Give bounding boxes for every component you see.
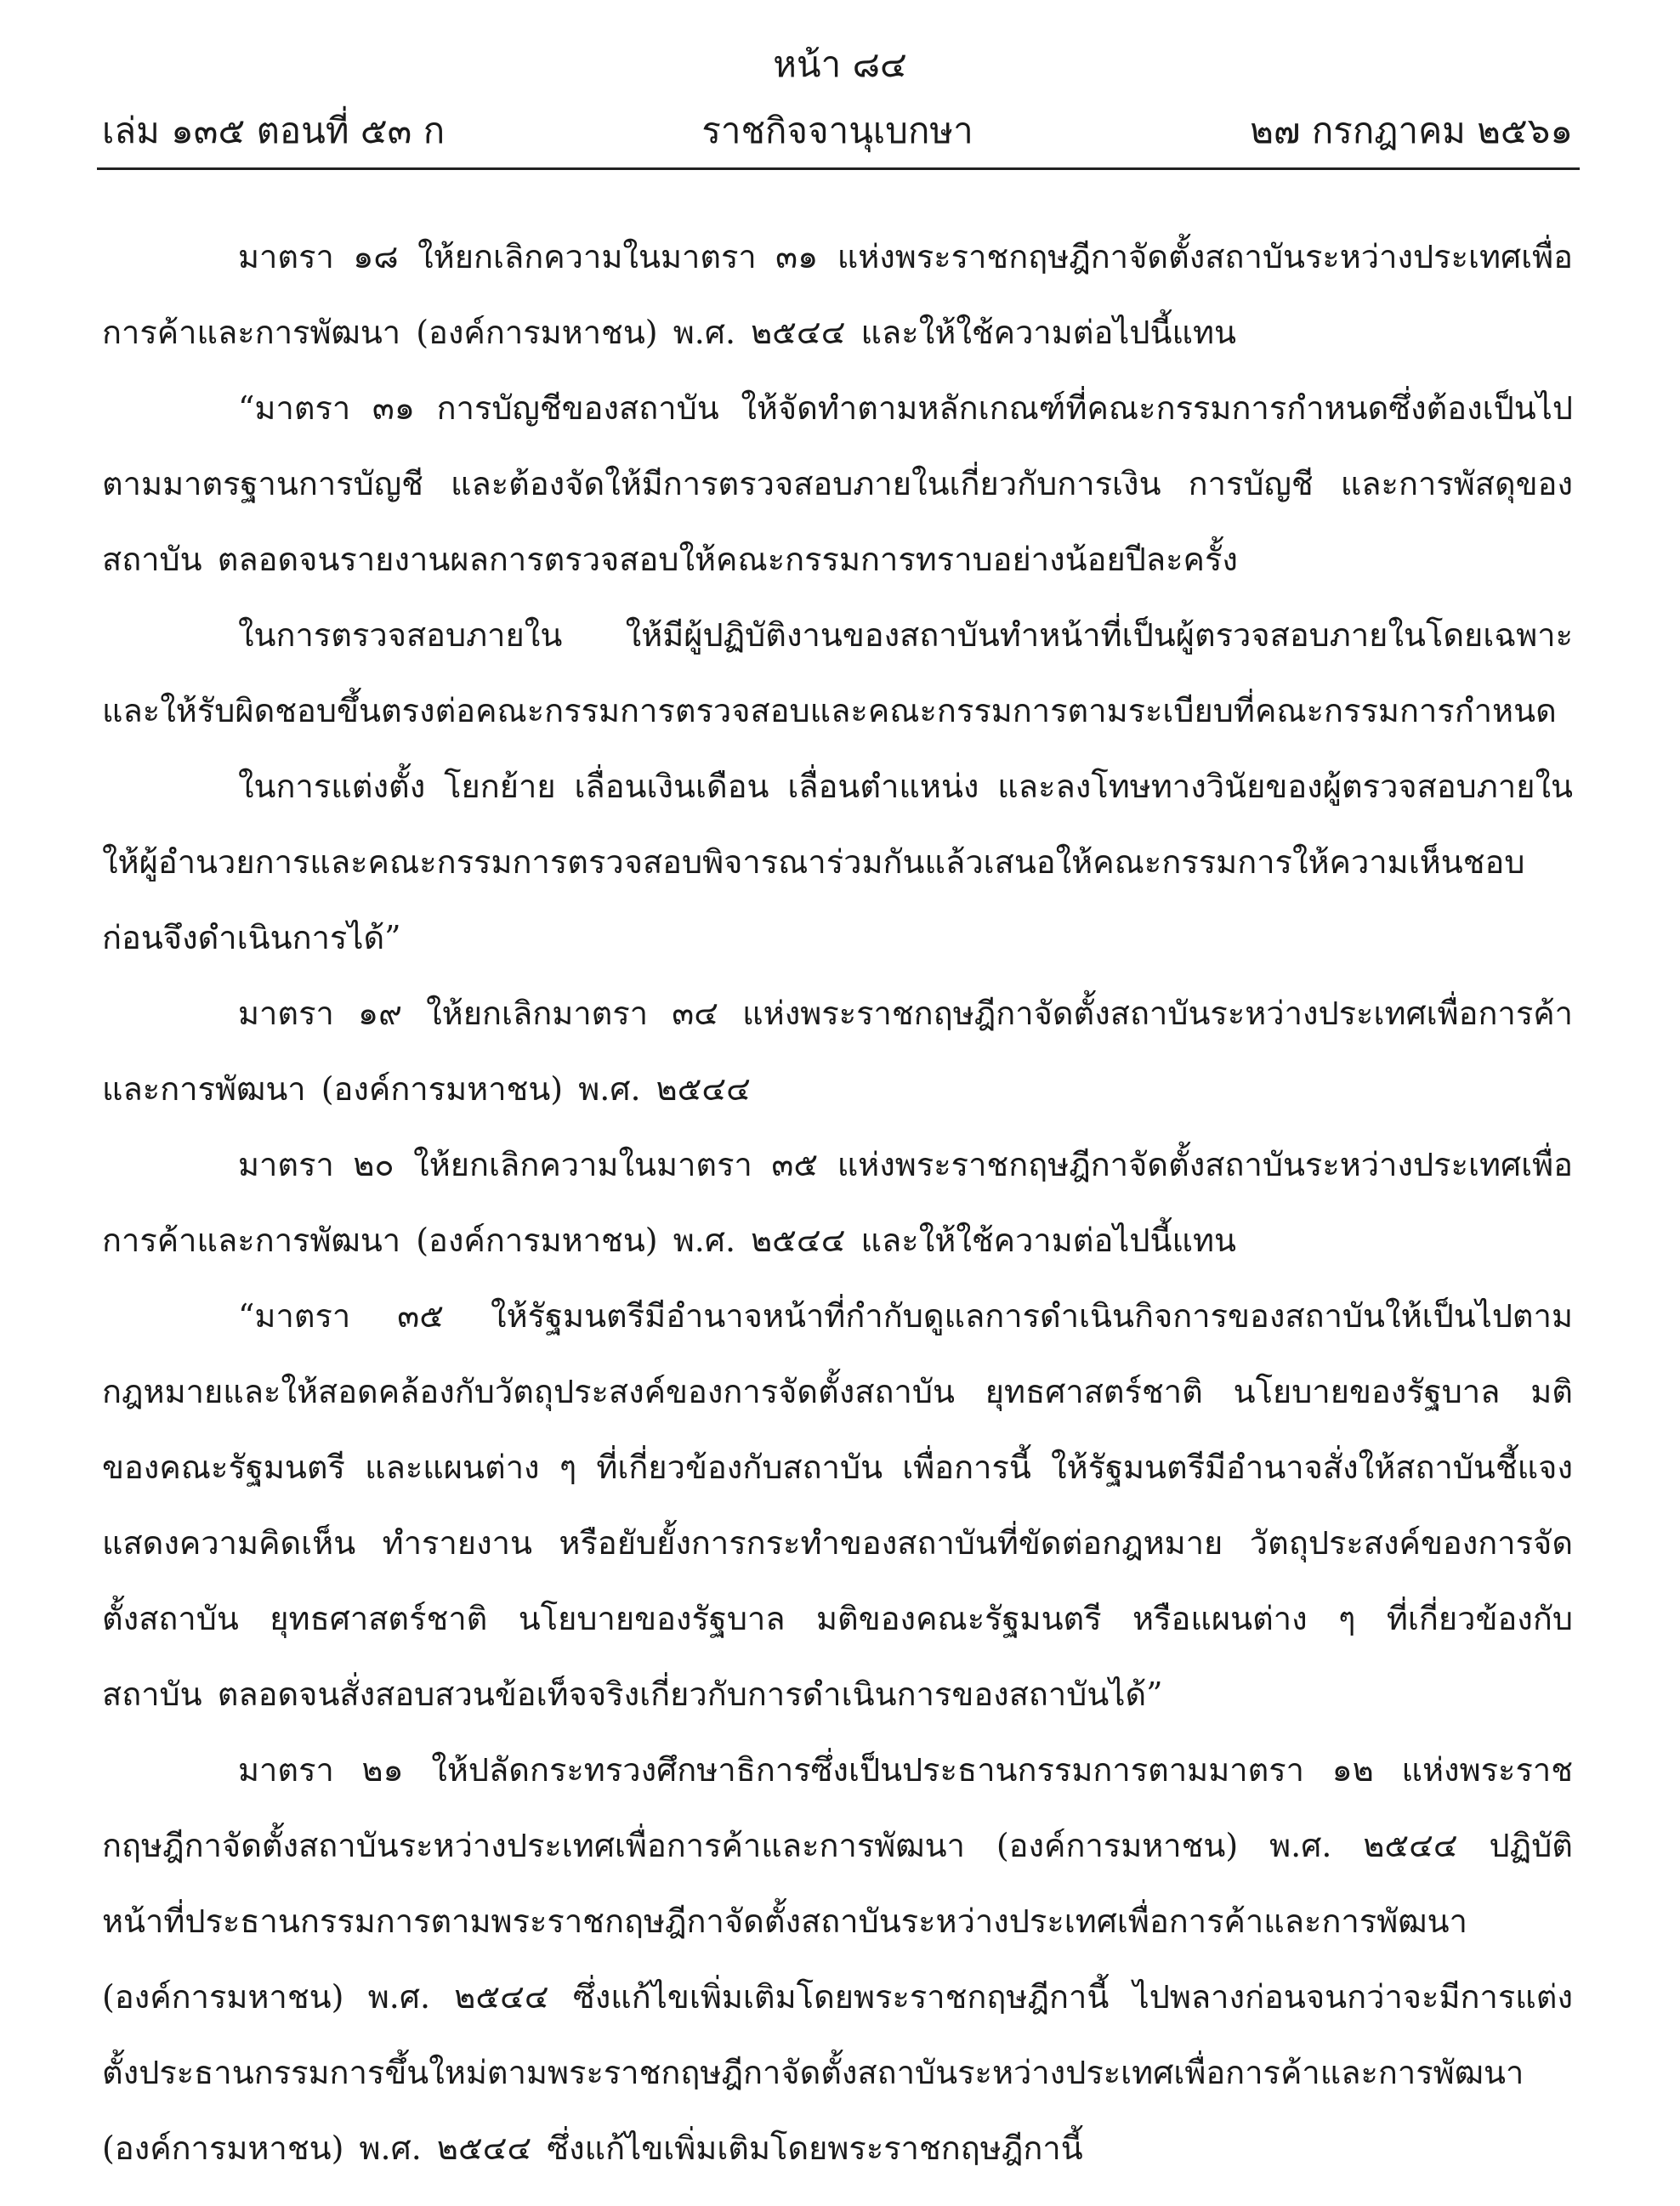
page-number: หน้า ๘๔ [773, 43, 907, 85]
section-18-paragraph: มาตรา ๑๘ ให้ยกเลิกความในมาตรา ๓๑ แห่งพระราชกฤษฎีกาจัดตั้งสถาบันระหว่างประเทศเพื่อการค้าและการพัฒนา (องค์การมหาชน) พ.ศ. ๒๕๔๔ และให้ใช้ความต่อไปนี้แทน [102, 238, 1573, 351]
auditor-appointment-paragraph: ในการแต่งตั้ง โยกย้าย เลื่อนเงินเดือน เลื่อนตำแหน่ง และลงโทษทางวินัยของผู้ตรวจสอบภายในให้ผู้อำนวยการและคณะกรรมการตรวจสอบพิจารณาร่วมกันแล้วเสนอให้คณะกรรมการให้ความเห็นชอบก่อนจึงดำเนินการได้” [102, 768, 1573, 956]
volume-issue: เล่ม ๑๓๕ ตอนที่ ๕๓ ก [102, 110, 446, 151]
section-35-paragraph: “มาตรา ๓๕ ให้รัฐมนตรีมีอำนาจหน้าที่กำกับดูแลการดำเนินกิจการของสถาบันให้เป็นไปตามกฎหมายและให้สอดคล้องกับวัตถุประสงค์ของการจัดตั้งสถาบัน ยุทธศาสตร์ชาติ นโยบายของรัฐบาล มติของคณะรัฐมนตรี และแผนต่าง ๆ ที่เกี่ยวข้องกับสถาบัน เพื่อการนี้ ให้รัฐมนตรีมีอำนาจสั่งให้สถาบันชี้แจง แสดงความคิดเห็น ทำรายงาน หรือยับยั้งการกระทำของสถาบันที่ขัดต่อกฎหมาย วัตถุประสงค์ของการจัดตั้งสถาบัน ยุทธศาสตร์ชาติ นโยบายของรัฐบาล มติของคณะรัฐมนตรี หรือแผนต่าง ๆ ที่เกี่ยวข้องกับสถาบัน ตลอดจนสั่งสอบสวนข้อเท็จจริงเกี่ยวกับการดำเนินการของสถาบันได้” [102, 1297, 1573, 1713]
internal-audit-paragraph: ในการตรวจสอบภายใน ให้มีผู้ปฏิบัติงานของสถาบันทำหน้าที่เป็นผู้ตรวจสอบภายในโดยเฉพาะและให้รับผิดชอบขึ้นตรงต่อคณะกรรมการตรวจสอบและคณะกรรมการตามระเบียบที่คณะกรรมการกำหนด [102, 616, 1573, 729]
section-31-paragraph: “มาตรา ๓๑ การบัญชีของสถาบัน ให้จัดทำตามหลักเกณฑ์ที่คณะกรรมการกำหนดซึ่งต้องเป็นไปตามมาตรฐานการบัญชี และต้องจัดให้มีการตรวจสอบภายในเกี่ยวกับการเงิน การบัญชี และการพัสดุของสถาบัน ตลอดจนรายงานผลการตรวจสอบให้คณะกรรมการทราบอย่างน้อยปีละครั้ง [102, 389, 1573, 578]
document-body [102, 219, 1573, 2186]
publication-date: ๒๗ กรกฎาคม ๒๕๖๑ [1250, 110, 1573, 151]
section-21-paragraph: มาตรา ๒๑ ให้ปลัดกระทรวงศึกษาธิการซึ่งเป็นประธานกรรมการตามมาตรา ๑๒ แห่งพระราชกฤษฎีกาจัดตั้งสถาบันระหว่างประเทศเพื่อการค้าและการพัฒนา (องค์การมหาชน) พ.ศ. ๒๕๔๔ ปฏิบัติหน้าที่ประธานกรรมการตามพระราชกฤษฎีกาจัดตั้งสถาบันระหว่างประเทศเพื่อการค้าและการพัฒนา (องค์การมหาชน) พ.ศ. ๒๕๔๔ ซึ่งแก้ไขเพิ่มเติมโดยพระราชกฤษฎีกานี้ ไปพลางก่อนจนกว่าจะมีการแต่งตั้งประธานกรรมการขึ้นใหม่ตามพระราชกฤษฎีกาจัดตั้งสถาบันระหว่างประเทศเพื่อการค้าและการพัฒนา (องค์การมหาชน) พ.ศ. ๒๕๔๔ ซึ่งแก้ไขเพิ่มเติมโดยพระราชกฤษฎีกานี้ [102, 1751, 1573, 2167]
gazette-header [102, 105, 1573, 156]
publication-title: ราชกิจจานุเบกษา [701, 110, 973, 151]
section-19-paragraph: มาตรา ๑๙ ให้ยกเลิกมาตรา ๓๔ แห่งพระราชกฤษฎีกาจัดตั้งสถาบันระหว่างประเทศเพื่อการค้าและการพัฒนา (องค์การมหาชน) พ.ศ. ๒๕๔๔ [102, 995, 1573, 1108]
section-20-paragraph: มาตรา ๒๐ ให้ยกเลิกความในมาตรา ๓๕ แห่งพระราชกฤษฎีกาจัดตั้งสถาบันระหว่างประเทศเพื่อการค้าและการพัฒนา (องค์การมหาชน) พ.ศ. ๒๕๔๔ และให้ใช้ความต่อไปนี้แทน [102, 1146, 1573, 1259]
header-divider [97, 167, 1580, 170]
